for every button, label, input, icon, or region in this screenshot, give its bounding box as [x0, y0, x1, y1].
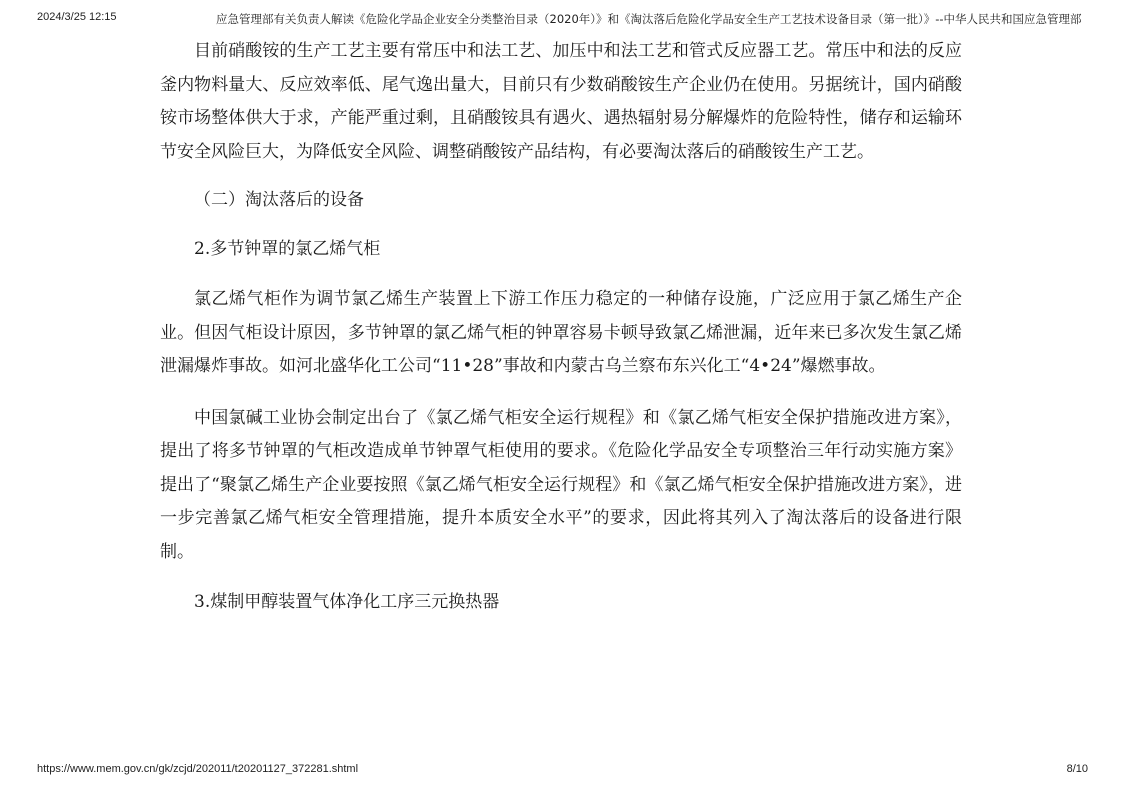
section-heading-equipment: （二）淘汰落后的设备 [194, 190, 364, 210]
page-url: https://www.mem.gov.cn/gk/zcjd/202011/t20201127_372281.shtml [37, 763, 359, 775]
page-number: 8/10 [1066, 763, 1088, 775]
item-heading-2: 2.多节钟罩的氯乙烯气柜 [194, 238, 381, 259]
paragraph-ammonium-nitrate: 目前硝酸铵的生产工艺主要有常压中和法工艺、加压中和法工艺和管式反应器工艺。常压中和法的反应釜内物料量大、反应效率低、尾气逸出量大，目前只有少数硝酸铵生产企业仍在使用。另据统计，国内硝酸铵市场整体供大于求，产能严重过剩，且硝酸铵具有遇火、遇热辐射易分解爆炸的危险特性，储存和运输环节安全风险巨大，为降低安全风险、调整硝酸铵产品结构，有必要淘汰落后的硝酸铵生产工艺。 [160, 41, 962, 162]
item-heading-3: 3.煤制甲醇装置气体净化工序三元换热器 [194, 592, 500, 612]
page-header-title: 应急管理部有关负责人解读《危险化学品企业安全分类整治目录（2020年）》和《淘汰落后危险化学品安全生产工艺技术设备目录（第一批）》--中华人民共和国应急管理部 [216, 12, 1082, 26]
article-body [160, 35, 962, 620]
paragraph-chlor-alkali-association: 中国氯碱工业协会制定出台了《氯乙烯气柜安全运行规程》和《氯乙烯气柜安全保护措施改进方案》，提出了将多节钟罩的气柜改造成单节钟罩气柜使用的要求。《危险化学品安全专项整治三年行动实施方案》提出了“聚氯乙烯生产企业要按照《氯乙烯气柜安全运行规程》和《氯乙烯气柜安全保护措施改进方案》，进一步完善氯乙烯气柜安全管理措施，提升本质安全水平”的要求，因此将其列入了淘汰落后的设备进行限制。 [160, 407, 962, 562]
print-timestamp: 2024/3/25 12:15 [37, 11, 117, 23]
paragraph-vcm-gasholder: 氯乙烯气柜作为调节氯乙烯生产装置上下游工作压力稳定的一种储存设施，广泛应用于氯乙烯生产企业。但因气柜设计原因，多节钟罩的氯乙烯气柜的钟罩容易卡顿导致氯乙烯泄漏，近年来已多次发生氯乙烯泄漏爆炸事故。如河北盛华化工公司“11•28”事故和内蒙古乌兰察布东兴化工“4•24”爆燃事故。 [160, 289, 962, 376]
